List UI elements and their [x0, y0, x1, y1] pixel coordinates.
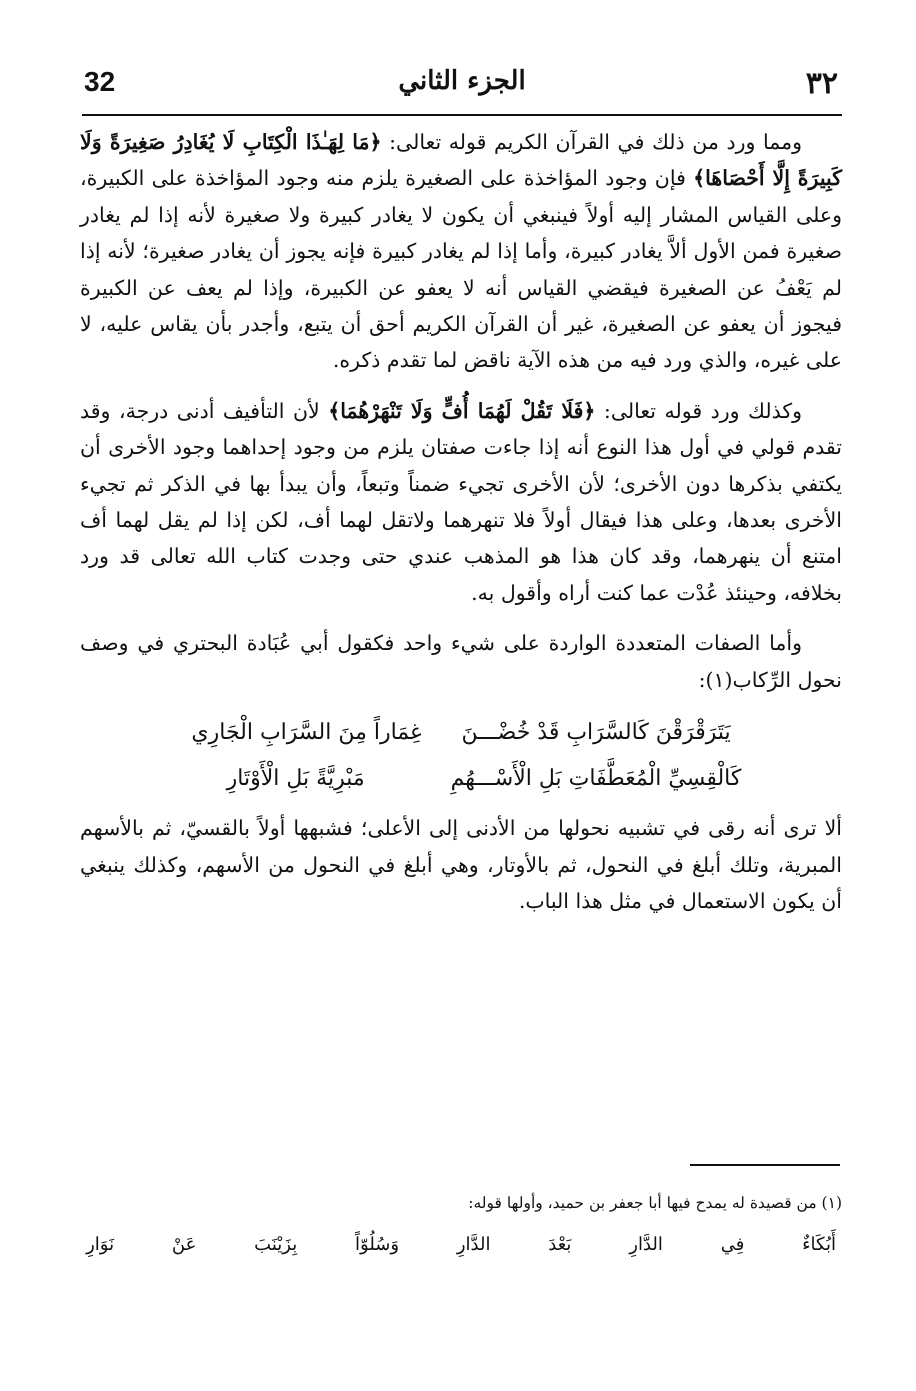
footnote-verse-word: فِي	[720, 1234, 745, 1255]
paragraph-2	[80, 393, 842, 611]
page-number-arabic: ٣٢	[805, 66, 838, 101]
footnote-verse-word: الدَّارِ	[629, 1234, 663, 1255]
poem-verse-2	[80, 756, 842, 802]
page-header	[82, 62, 842, 118]
poem	[80, 710, 842, 802]
paragraph-1-rest: فإن وجود المؤاخذة على الصغيرة يلزم منه وجود المؤاخذة على الكبيرة، وعلى القياس المشار إليه أولاً فينبغي أن يكون لا يغادر كبيرة ولا صغيرة لأنه إذا لم يغادر صغيرة فمن الأول ألاَّ يغادر كبيرة، وأما إذا لم يغادر كبيرة فإنه يجوز أن يغادر صغيرة؛ لأنه إذا لم يَعْفُ عن الصغيرة فيقضي القياس أنه لا يعفو عن الكبيرة، وإذا لم يعف عن الكبيرة فيجوز أن يعفو عن الصغيرة، غير أن القرآن الكريم أحق أن يتبع، وأجدر بأن يقاس عليه، لا على غيره، والذي ورد فيه من هذه الآية ناقض لما تقدم ذكره.	[80, 166, 842, 373]
verse-2-second-hemistich: مَبْرِيَّةً بَلِ الْأَوْتَارِ	[226, 766, 365, 792]
footnote-verse-word: بَعْدَ	[548, 1234, 572, 1255]
footnote-verse-word: عَنْ	[171, 1234, 197, 1255]
footnote-verse-word: الدَّارِ	[456, 1234, 491, 1255]
footnote-verse-word: أَبُكَاءٌ	[802, 1234, 836, 1255]
footnote-verse	[80, 1232, 842, 1258]
header-rule	[82, 114, 842, 116]
quran-verse-1: ﴿مَا لِهَـٰذَا الْكِتَابِ لَا يُغَادِرُ صَغِيرَةً وَلَا كَبِيرَةً إِلَّا أَحْصَاهَا﴾	[80, 130, 842, 191]
running-title: الجزء الثاني	[398, 66, 526, 96]
quran-verse-2: ﴿فَلَا تَقُلْ لَهُمَا أُفٍّ وَلَا تَنْهَرْهُمَا﴾	[328, 398, 596, 423]
paragraph-3: وأما الصفات المتعددة الواردة على شيء واحد فكقول أبي عُبَادة البحتري في وصف نحول الرِّكاب(١):	[80, 631, 842, 692]
poem-verse-1	[80, 710, 842, 756]
verse-1-first-hemistich: يَتَرَقْرَقْنَ كَالسَّرَابِ قَدْ خُضْـــنَ	[461, 720, 731, 746]
paragraph-4: ألا ترى أنه رقى في تشبيه نحولها من الأدنى إلى الأعلى؛ فشبهها أولاً بالقسيّ، ثم بالأسهم المبرية، وتلك أبلغ في النحول، ثم بالأوتار، وهي أبلغ في النحول من الأسهم، وكذلك ينبغي أن يكون الاستعمال في مثل هذا الباب.	[80, 816, 842, 913]
paragraph-2-intro: وكذلك ورد قوله تعالى:	[595, 398, 802, 423]
main-text	[80, 124, 842, 919]
footnote-verse-word: وَسُلُوّاً	[355, 1234, 400, 1255]
footnote-rule	[690, 1164, 840, 1166]
paragraph-1	[80, 124, 842, 379]
verse-2-first-hemistich: كَالْقِسِيِّ الْمُعَطَّفَاتِ بَلِ الْأَسْـــهُمِ	[450, 766, 742, 792]
footnote-text: (١) من قصيدة له يمدح فيها أبا جعفر بن حميد، وأولها قوله:	[468, 1194, 842, 1212]
footnote-verse-word: بِزَيْنَبَ	[254, 1234, 298, 1255]
page-number-latin: 32	[84, 66, 116, 97]
verse-1-second-hemistich: غِمَاراً مِنَ السَّرَابِ الْجَارِي	[191, 720, 422, 746]
paragraph-2-rest: لأن التأفيف أدنى درجة، وقد تقدم قولي في أول هذا النوع أنه إذا جاءت صفتان يلزم من وجود إحداهما وجود الأخرى أن يكتفي بذكرها دون الأخرى؛ لأن الأخرى تجيء ضمناً وتبعاً، وأن يبدأ بها في الذكر ثم تجيء الأخرى بعدها، وعلى هذا فيقال أولاً فلا تنهرهما ولاتقل لهما أف، لكن إذا لم يقل لهما أف امتنع أن ينهرهما، وقد كان هذا هو المذهب عندي حتى وجدت كتاب الله تعالى قد ورد بخلافه، وحينئذ عُدْت عما كنت أراه وأقول به.	[80, 398, 842, 605]
paragraph-1-intro: ومما ورد من ذلك في القرآن الكريم قوله تعالى:	[381, 130, 802, 154]
footnote	[80, 1190, 842, 1258]
footnote-verse-word: نَوَارِ	[86, 1234, 115, 1255]
